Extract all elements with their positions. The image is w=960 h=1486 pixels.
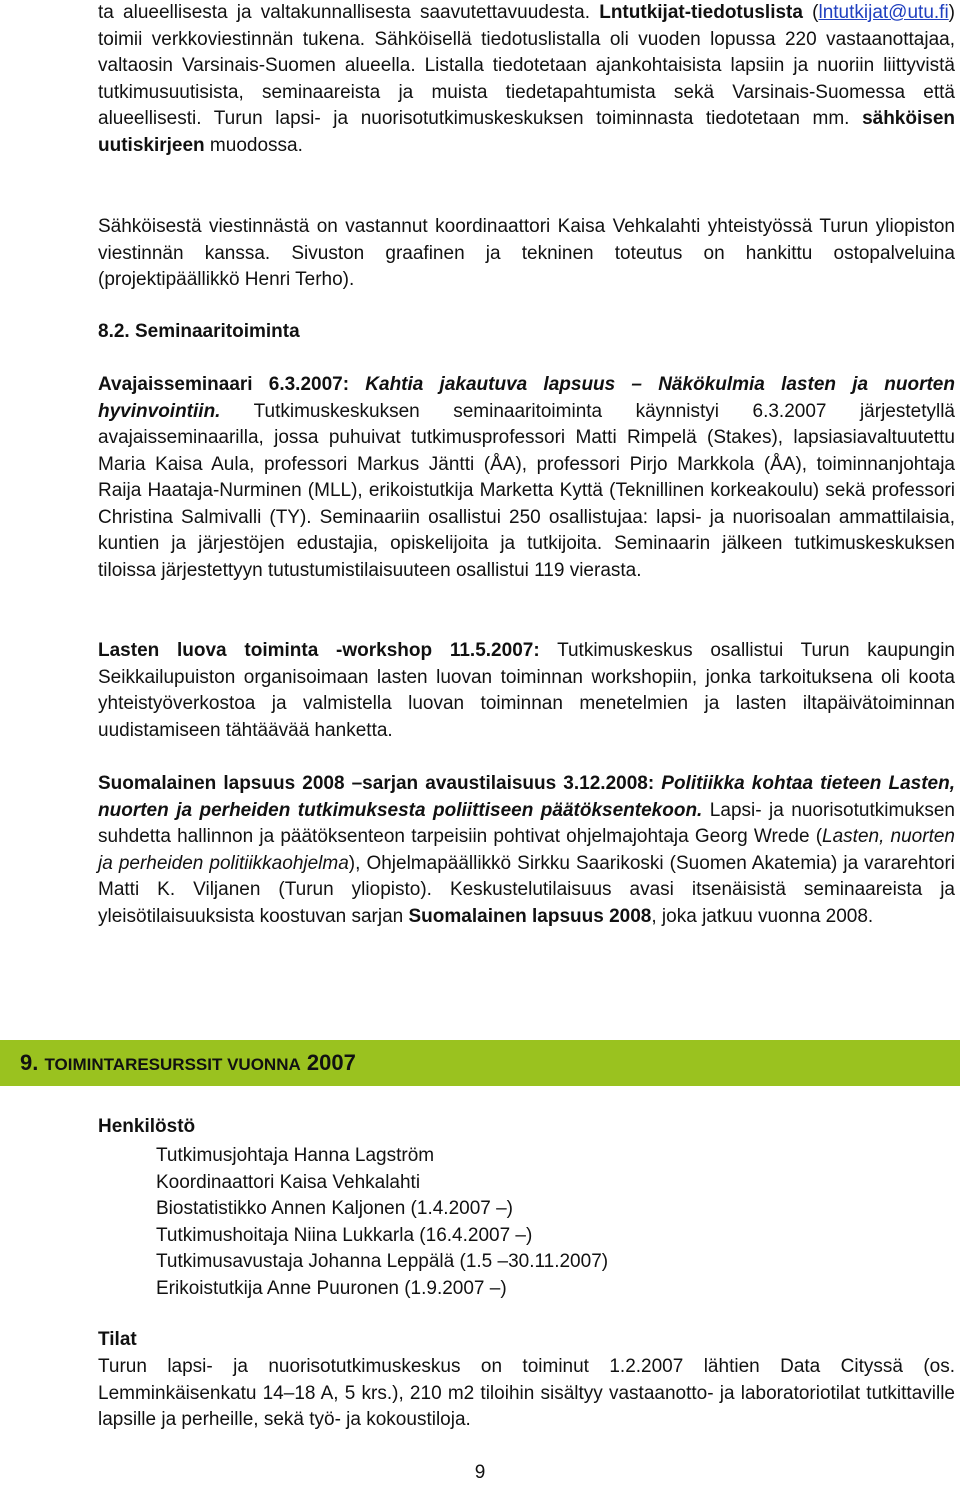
paragraph-series-opening: Suomalainen lapsuus 2008 –sarjan avaustilaisuus 3.12.2008: Politiikka kohtaa tieteen Lasten, nuorten ja perheiden tutkimuksesta poliittiseen päätöksentekoon. Lapsi- ja nuorisotutkimuksen suhdetta hallinnon ja päätöksenteon tarpeisiin pohtivat ohjelmajohtaja Georg Wrede (Lasten, nuorten ja perheiden politiikkaohjelma), Ohjelmapäällikkö Sirkku Saarikoski (Suomen Akatemia) ja vararehtori Matti K. Viljanen (Turun yliopisto). Keskustelutilaisuus avasi itsenäisistä seminaareista ja yleisötilaisuuksista koostuvan sarjan Suomalainen lapsuus 2008, joka jatkuu vuonna 2008. — [98, 773, 956, 927]
policy-programme-name: Lasten, nuorten ja perheiden politiikkaohjelma — [98, 826, 955, 874]
staff-item: Erikoistutkija Anne Puuronen (1.9.2007 –) — [156, 1277, 507, 1299]
staff-item: Biostatistikko Annen Kaljonen (1.4.2007 –) — [156, 1198, 514, 1219]
workshop-label: Lasten luova toiminta -workshop 11.5.2007: — [98, 640, 540, 661]
newsletter-term: sähköisen uutiskirjeen — [98, 108, 955, 156]
staff-item: Koordinaattori Kaisa Vehkalahti — [156, 1171, 421, 1193]
paragraph-workshop: Lasten luova toiminta -workshop 11.5.2007: Tutkimuskeskus osallistui Turun kaupungin Seikkailupuiston organisoimaan lasten luovan toiminnan workshopiin, jonka tarkoituksena oli koota yhteistyöverkostoa ja valmistella luovan toiminnan menetelmien ja lasten iltapäivätoiminnan uudistamiseen tähtäävää hanketta. — [98, 640, 955, 741]
series-opening-title: Politiikka kohtaa tieteen Lasten, nuorten ja perheiden tutkimuksesta poliittiseen päätöksentekoon. — [98, 773, 956, 821]
paragraph-electronic-communication: Sähköisestä viestinnästä on vastannut koordinaattori Kaisa Vehkalahti yhteistyössä Turun yliopiston viestinnän kanssa. Sivuston graafinen ja tekninen toteutus on hankittu ostopalveluina (projektipäällikkö Henri Terho). — [98, 216, 955, 290]
paragraph-premises: Turun lapsi- ja nuorisotutkimuskeskus on toiminut 1.2.2007 lähtien Data Cityssä (os. Lemminkäisenkatu 14–18 A, 5 krs.), 210 m2 tiloihin sisältyy vastaanotto- ja laboratoriotilat tutkittaville lapsille ja perheille, sekä työ- ja kokoustiloja. — [98, 1356, 955, 1430]
email-link[interactable]: lntutkijat@utu.fi — [818, 2, 949, 23]
staff-item: Tutkimusavustaja Johanna Leppälä (1.5 –30.11.2007) — [156, 1251, 609, 1272]
mailing-list-name: Lntutkijat-tiedotuslista — [599, 2, 803, 23]
series-opening-label: Suomalainen lapsuus 2008 –sarjan avaustilaisuus 3.12.2008: — [98, 773, 655, 794]
staff-item: Tutkimusjohtaja Hanna Lagström — [156, 1145, 435, 1166]
staff-heading: Henkilöstö — [98, 1116, 196, 1137]
opening-seminar-label: Avajaisseminaari 6.3.2007: — [98, 374, 350, 395]
paragraph-mailing-list: ta alueellisesta ja valtakunnallisesta saavutettavuudesta. Lntutkijat-tiedotuslista (lntutkijat@utu.fi) toimii verkkoviestinnän tukena. Sähköisellä tiedotuslistalla oli vuoden lopussa 220 vastaanottajaa, valtaosin Varsinais-Suomen alueella. Listalla tiedotetaan ajankohtaisista lapsiin ja nuoriin liittyvistä tutkimusuutisista, seminaareista ja muista tiedetapahtumista sekä Varsinais-Suomessa että alueellisesti. Turun lapsi- ja nuorisotutkimuskeskuksen toiminnasta tiedotetaan mm. sähköisen uutiskirjeen muodossa. — [98, 2, 955, 156]
page-number: 9 — [474, 1462, 486, 1483]
chapter-banner — [0, 1040, 960, 1086]
series-name: Suomalainen lapsuus 2008 — [408, 905, 652, 927]
chapter-title: 9. TOIMINTARESURSSIT VUONNA 2007 — [20, 1050, 356, 1075]
staff-list — [156, 1143, 856, 1302]
staff-item: Tutkimushoitaja Niina Lukkarla (16.4.2007 –) — [156, 1224, 533, 1246]
premises-heading: Tilat — [98, 1329, 137, 1350]
opening-seminar-title: Kahtia jakautuva lapsuus – Näkökulmia lasten ja nuorten hyvinvointiin. — [98, 374, 955, 422]
paragraph-opening-seminar: Avajaisseminaari 6.3.2007: Kahtia jakautuva lapsuus – Näkökulmia lasten ja nuorten hyvinvointiin. Tutkimuskeskuksen seminaaritoiminta käynnistyi 6.3.2007 järjestetyllä avajaisseminaarilla, jossa puhuivat tutkimusprofessori Matti Rimpelä (Stakes), lapsiasiavaltuutettu Maria Kaisa Aula, professori Markus Jäntti (ÅA), professori Pirjo Markkola (ÅA), toiminnanjohtaja Raija Haataja-Nurminen (MLL), erikoistutkija Marketta Kyttä (Teknillinen korkeakoulu) sekä professori Christina Salmivalli (TY). Seminaariin osallistui 250 osallistujaa: lapsi- ja nuorisoalan ammattilaisia, kuntien ja järjestöjen edustajia, opiskelijoita ja tutkijoita. Seminaarin jälkeen tutkimuskeskuksen tiloissa järjestettyyn tutustumistilaisuuteen osallistui 119 vierasta. — [98, 374, 955, 581]
section-heading-seminars: 8.2. Seminaaritoiminta — [98, 321, 300, 342]
